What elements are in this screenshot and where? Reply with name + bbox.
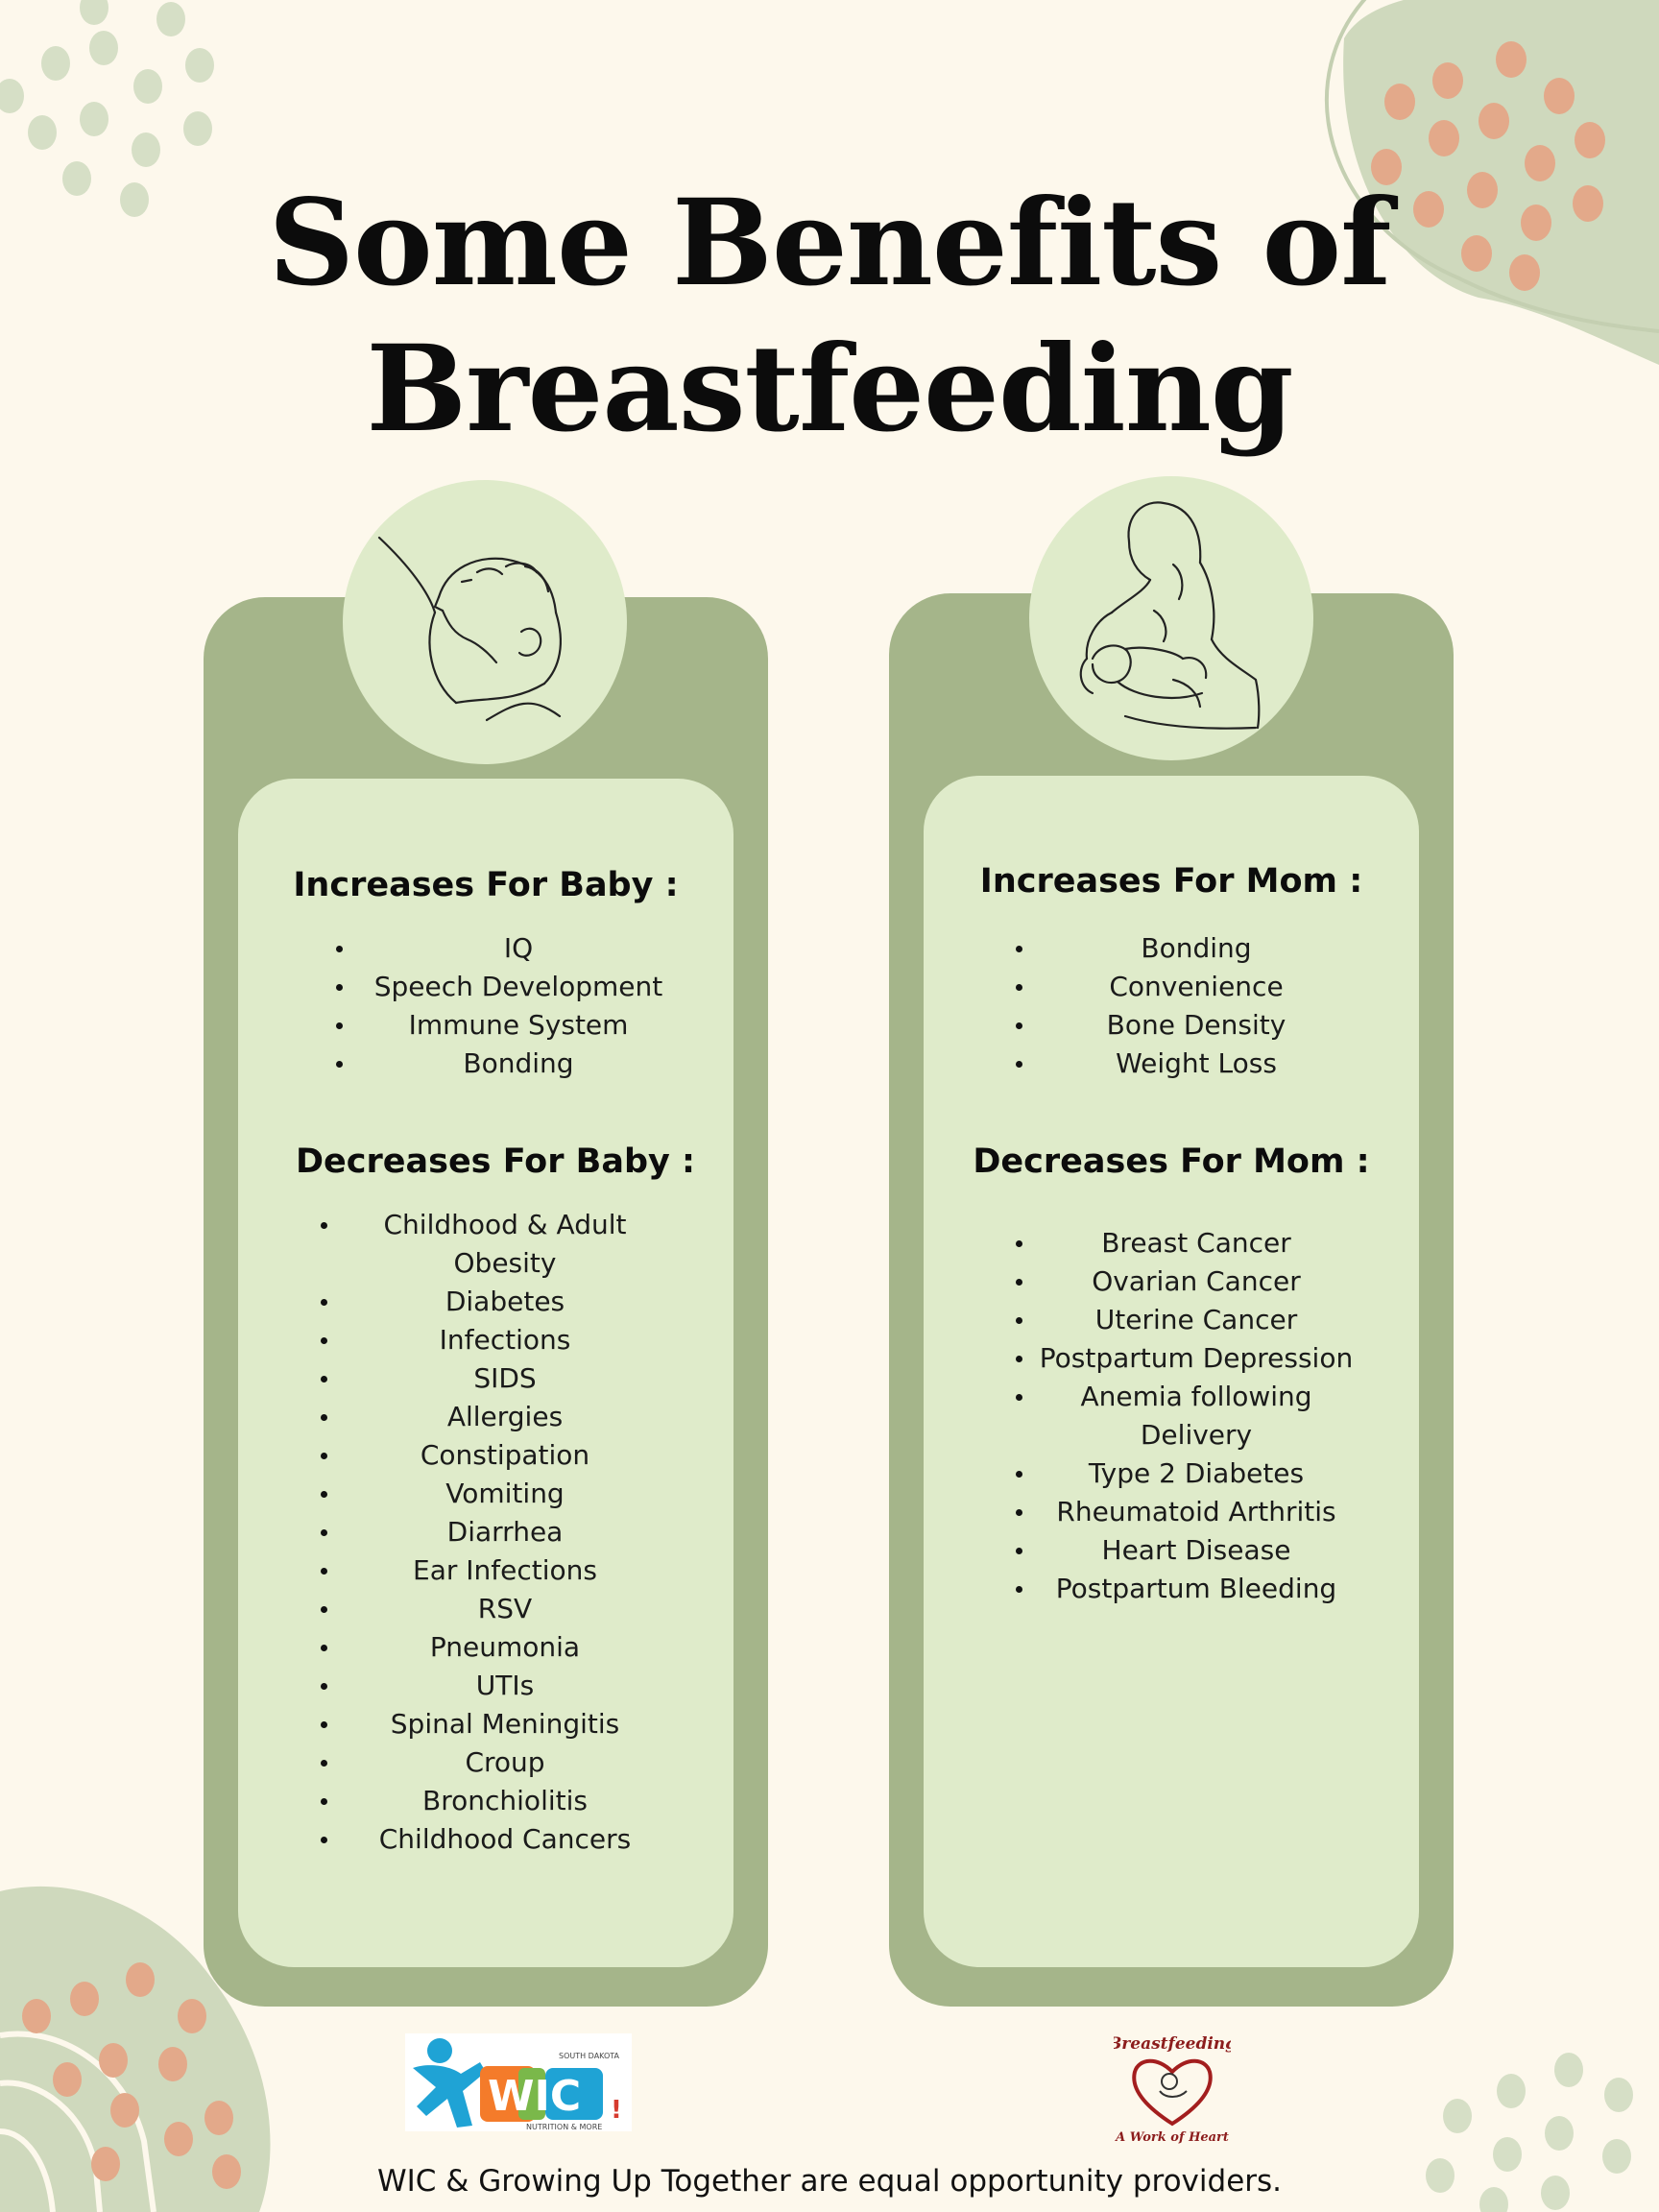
- mother-and-baby-icon: [1029, 476, 1313, 760]
- list-item-text: Convenience: [1109, 971, 1284, 1002]
- bullet-icon: [336, 1061, 343, 1068]
- list-item: [1004, 968, 1388, 1006]
- list-item-text: Allergies: [446, 1401, 564, 1432]
- mom-decreases-section: [924, 1141, 1419, 1183]
- list-item-text: Postpartum Depression: [1039, 1342, 1354, 1374]
- bullet-icon: [321, 1299, 327, 1306]
- breastfeeding-logo-top: Breastfeeding: [1114, 2034, 1231, 2054]
- list-item: [1004, 1455, 1388, 1493]
- bullet-icon: [321, 1837, 327, 1843]
- list-item-text: Type 2 Diabetes: [1088, 1457, 1305, 1489]
- bullet-icon: [321, 1568, 327, 1575]
- list-item-text: Bonding: [463, 1047, 574, 1079]
- bullet-icon: [321, 1491, 327, 1498]
- breastfeeding-logo-bottom: A Work of Heart: [1116, 2130, 1229, 2145]
- baby-increases-heading: Increases For Baby :: [293, 866, 679, 904]
- list-item-text: Bonding: [1141, 932, 1252, 964]
- list-item: [317, 1045, 720, 1083]
- list-item: [305, 1513, 705, 1551]
- list-item: [305, 1283, 705, 1321]
- list-item-text: Heart Disease: [1101, 1534, 1291, 1566]
- baby-illustration: [343, 480, 627, 764]
- list-item: [1004, 1531, 1388, 1570]
- list-item-text: Uterine Cancer: [1094, 1304, 1298, 1335]
- mom-decreases-list: [1004, 1224, 1388, 1608]
- list-item-text: Rheumatoid Arthritis: [1056, 1496, 1336, 1527]
- baby-increases-list: [317, 929, 720, 1083]
- bullet-icon: [321, 1414, 327, 1421]
- list-item: [305, 1206, 705, 1283]
- bullet-icon: [321, 1645, 327, 1651]
- list-item: [1004, 1301, 1388, 1339]
- mom-decreases-heading: Decreases For Mom :: [973, 1142, 1370, 1181]
- baby-decreases-list: [305, 1206, 705, 1859]
- list-item-text: Obesity: [453, 1247, 557, 1279]
- list-item: [305, 1551, 705, 1590]
- bullet-icon: [1016, 1061, 1022, 1068]
- bullet-icon: [336, 1022, 343, 1029]
- list-item: [305, 1436, 705, 1475]
- list-item: [305, 1705, 705, 1743]
- list-item-text: UTIs: [475, 1670, 535, 1701]
- list-item-text: Breast Cancer: [1101, 1227, 1291, 1259]
- bullet-icon: [321, 1798, 327, 1805]
- list-item: [1004, 1339, 1388, 1378]
- bullet-icon: [1016, 1279, 1022, 1286]
- list-item-text: Ear Infections: [413, 1554, 597, 1586]
- list-item: [305, 1820, 705, 1859]
- list-item-text: Childhood Cancers: [378, 1823, 632, 1855]
- bullet-icon: [1016, 1548, 1022, 1554]
- list-item: [305, 1590, 705, 1628]
- list-item-text: Childhood & Adult: [383, 1209, 627, 1240]
- bullet-icon: [1016, 1356, 1022, 1362]
- wic-logo: [405, 2033, 632, 2131]
- list-item-text: RSV: [477, 1593, 533, 1624]
- title-line-1: Some Benefits of: [268, 174, 1391, 313]
- list-item-text: Anemia following: [1080, 1381, 1312, 1412]
- svg-text:!: !: [611, 2096, 622, 2125]
- bullet-icon: [321, 1222, 327, 1229]
- baby-decreases-section: [238, 1141, 753, 1183]
- list-item-text: Weight Loss: [1116, 1047, 1277, 1079]
- title-line-2: Breastfeeding: [366, 320, 1293, 459]
- mom-increases-section: [924, 860, 1419, 902]
- list-item-text: IQ: [503, 932, 534, 964]
- mom-increases-heading: Increases For Mom :: [979, 862, 1363, 901]
- bullet-icon: [1016, 1509, 1022, 1516]
- bullet-icon: [321, 1376, 327, 1382]
- list-item: [305, 1782, 705, 1820]
- list-item: [1004, 929, 1388, 968]
- wic-logo-top: SOUTH DAKOTA: [559, 2052, 620, 2060]
- list-item-text: Spinal Meningitis: [390, 1708, 620, 1740]
- list-item: [317, 929, 720, 968]
- nursing-baby-icon: [343, 480, 627, 764]
- list-item-text: Croup: [465, 1746, 545, 1778]
- wic-logo-main: WIC: [488, 2072, 582, 2121]
- list-item-text: Postpartum Bleeding: [1055, 1573, 1337, 1604]
- list-item: [305, 1359, 705, 1398]
- bullet-icon: [1016, 946, 1022, 952]
- bullet-icon: [321, 1760, 327, 1767]
- list-item: [1004, 1006, 1388, 1045]
- bullet-icon: [321, 1683, 327, 1690]
- baby-decreases-heading: Decreases For Baby :: [295, 1142, 696, 1181]
- list-item-text: Ovarian Cancer: [1092, 1265, 1301, 1297]
- list-item: [305, 1321, 705, 1359]
- list-item-text: Delivery: [1140, 1419, 1253, 1451]
- bullet-icon: [321, 1337, 327, 1344]
- list-item: [305, 1667, 705, 1705]
- bullet-icon: [1016, 1317, 1022, 1324]
- list-item-text: SIDS: [473, 1362, 537, 1394]
- bullet-icon: [1016, 1022, 1022, 1029]
- list-item: [1004, 1262, 1388, 1301]
- breastfeeding-logo-graphic: [1114, 2028, 1231, 2147]
- wic-logo-graphic: [405, 2033, 632, 2131]
- list-item: [305, 1398, 705, 1436]
- bullet-icon: [1016, 1586, 1022, 1593]
- list-item-text: Diabetes: [445, 1286, 565, 1317]
- list-item-text: Diarrhea: [446, 1516, 564, 1548]
- list-item-text: Speech Development: [373, 971, 663, 1002]
- bullet-icon: [1016, 1394, 1022, 1401]
- list-item-text: Immune System: [408, 1009, 629, 1041]
- list-item: [1004, 1224, 1388, 1262]
- mom-increases-list: [1004, 929, 1388, 1083]
- bullet-icon: [1016, 1471, 1022, 1478]
- list-item: [1004, 1045, 1388, 1083]
- bullet-icon: [1016, 1240, 1022, 1247]
- list-item-text: Infections: [439, 1324, 571, 1356]
- list-item-text: Pneumonia: [429, 1631, 581, 1663]
- list-item: [1004, 1570, 1388, 1608]
- bullet-icon: [321, 1529, 327, 1536]
- list-item-text: Bronchiolitis: [422, 1785, 588, 1816]
- baby-increases-section: [238, 864, 733, 906]
- list-item: [317, 1006, 720, 1045]
- bullet-icon: [321, 1721, 327, 1728]
- bullet-icon: [336, 946, 343, 952]
- list-item-text: Vomiting: [445, 1478, 565, 1509]
- footer-disclaimer: WIC & Growing Up Together are equal opportunity providers.: [376, 2164, 1283, 2199]
- list-item: [305, 1743, 705, 1782]
- mom-illustration: [1029, 476, 1313, 760]
- bullet-icon: [321, 1453, 327, 1459]
- bullet-icon: [336, 984, 343, 991]
- breastfeeding-logo: [1114, 2028, 1231, 2147]
- bullet-icon: [321, 1606, 327, 1613]
- wic-logo-sub: NUTRITION & MORE: [526, 2123, 603, 2131]
- list-item: [305, 1475, 705, 1513]
- list-item-text: Bone Density: [1106, 1009, 1286, 1041]
- list-item: [305, 1628, 705, 1667]
- list-item: [1004, 1378, 1388, 1455]
- bullet-icon: [1016, 984, 1022, 991]
- page-title: [0, 171, 1659, 463]
- list-item: [1004, 1493, 1388, 1531]
- list-item: [317, 968, 720, 1006]
- list-item-text: Constipation: [420, 1439, 590, 1471]
